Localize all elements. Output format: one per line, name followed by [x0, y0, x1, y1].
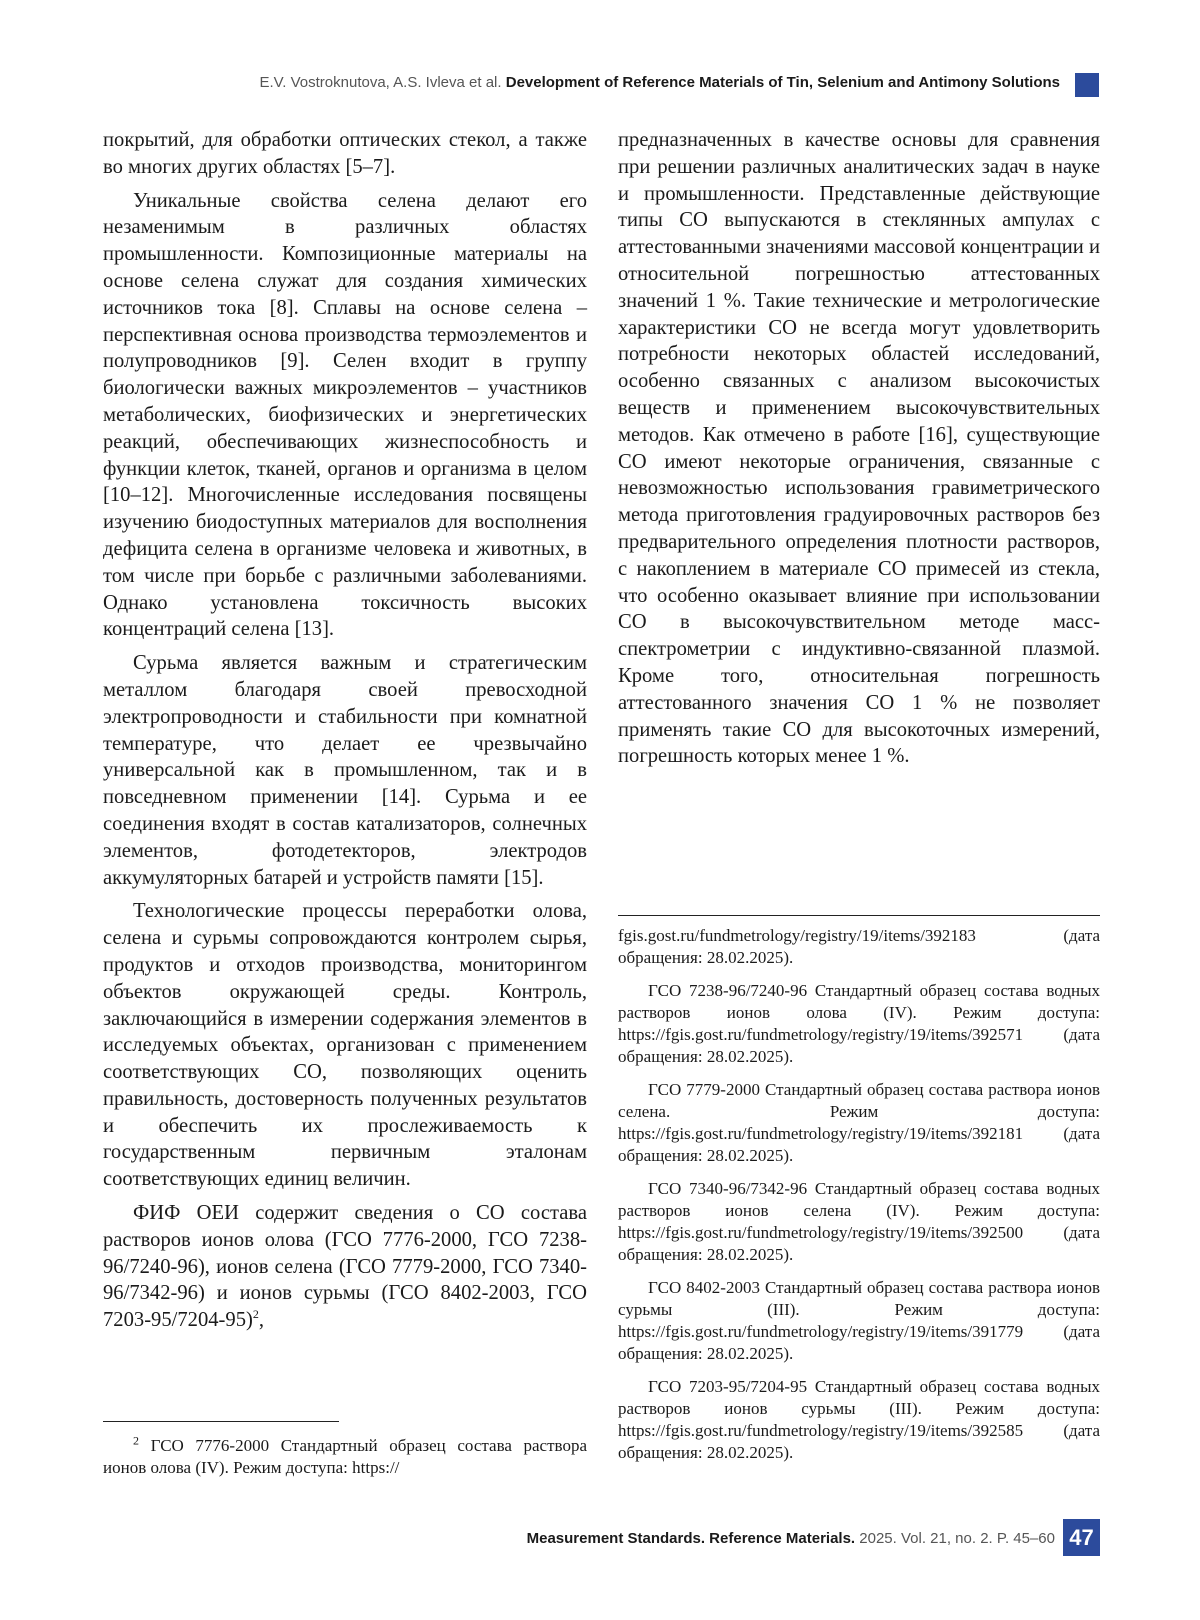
footnote: ГСО 7238-96/7240-96 Стандартный образец состава водных растворов ионов олова (IV). Режим доступа: https://fgis.gost.ru/fundmetrology/registry/19/items/392571 (дата обращения: 28.02.2025).: [618, 981, 1100, 1066]
paragraph-text: ФИФ ОЕИ содержит сведения о СО состава растворов ионов олова (ГСО 7776-2000, ГСО 7238-96/7240-96), ионов селена (ГСО 7779-2000, ГСО 7340-96/7342-96) и ионов сурьмы (ГСО 8402-2003, ГСО 7203-95/7204-95): [103, 1202, 587, 1332]
paragraph: Сурьма является важным и стратегическим металлом благодаря своей превосходной электропроводности и стабильности при комнатной температуре, что делает ее чрезвычайно универсальной как в промышленном, так и в повседневном применении [14]. Сурьма и ее соединения входят в состав катализаторов, солнечных элементов, фотодетекторов, электродов аккумуляторных батарей и устройств памяти [15].: [103, 652, 587, 889]
header-title: Development of Reference Materials of Tin, Selenium and Antimony Solutions: [505, 74, 1060, 91]
footnote: ГСО 7340-96/7342-96 Стандартный образец состава водных растворов ионов селена (IV). Режим доступа: https://fgis.gost.ru/fundmetrology/registry/19/items/392500 (дата обращения: 28.02.2025).: [618, 1179, 1100, 1264]
page-number: 47: [1063, 1519, 1100, 1556]
footnote-continuation: fgis.gost.ru/fundmetrology/registry/19/items/392183 (дата обращения: 28.02.2025).: [618, 926, 1100, 967]
footnotes-right: [618, 925, 1100, 1464]
paragraph: предназначенных в качестве основы для сравнения при решении различных аналитических задач в науке и промышленности. Представленные действующие типы СО выпускаются в стеклянных ампулах с аттестованными значениями массовой концентрации и относительной погрешностью аттестованных значений 1 %. Такие технические и метрологические характеристики СО не всегда могут удовлетворить потребности некоторых областей исследований, особенно связанных с анализом высокочистых веществ и применением высокочувствительных методов. Как отмечено в работе [16], существующие СО имеют некоторые ограничения, связанные с невозможностью использования гравиметрического метода приготовления градуировочных растворов без предварительного определения плотности растворов, с накоплением в материале СО примесей из стекла, что особенно оказывает влияние при использовании СО в высокочувствительном методе масс-спектрометрии с индуктивно-связанной плазмой. Кроме того, относительная погрешность аттестованного значения СО 1 % не позволяет применять такие СО для высокоточных измерений, погрешность которых менее 1 %.: [618, 129, 1100, 768]
paragraph: Технологические процессы переработки олова, селена и сурьмы сопровождаются контролем сырья, продуктов и отходов производства, мониторингом объектов окружающей среды. Контроль, заключающийся в измерении содержания элементов в исследуемых объектах, организован с применением соответствующих СО, позволяющих оценить правильность, достоверность полученных результатов и обеспечить их прослеживаемость к государственным первичным эталонам соответствующих единиц величин.: [103, 900, 587, 1191]
footnote-divider: [618, 915, 1100, 916]
footnote: ГСО 8402-2003 Стандартный образец состава раствора ионов сурьмы (III). Режим доступа: https://fgis.gost.ru/fundmetrology/registry/19/items/391779 (дата обращения: 28.02.2025).: [618, 1278, 1100, 1363]
header-accent-square: [1075, 73, 1099, 97]
running-header: [100, 74, 1060, 91]
paragraph: Уникальные свойства селена делают его незаменимым в различных областях промышленности. Композиционные материалы на основе селена служат для создания химических источников тока [8]. Сплавы на основе селена – перспективная основа производства термоэлементов и полупроводников [9]. Селен входит в группу биологически важных микроэлементов – участников метаболических, биофизических и энергетических реакций, обеспечивающих жизнеспособность и функции клеток, тканей, органов и организма в целом [10–12]. Многочисленные исследования посвящены изучению биодоступных материалов для восполнения дефицита селена в организме человека и животных, в том числе при борьбе с различными заболеваниями. Однако установлена токсичность высоких концентраций селена [13].: [103, 189, 587, 641]
footnotes-left: [103, 1435, 587, 1479]
paragraph: [103, 1200, 587, 1334]
right-column: [618, 127, 1100, 770]
paragraph: покрытий, для обработки оптических стекол, а также во многих других областях [5–7].: [103, 129, 587, 178]
footnote-text: ГСО 7776-2000 Стандартный образец состава раствора ионов олова (IV). Режим доступа: https://: [103, 1436, 587, 1477]
header-authors: E.V. Vostroknutova, A.S. Ivleva et al.: [259, 74, 502, 91]
paragraph-tail: ,: [258, 1309, 265, 1332]
footnote-mark: 2: [133, 1433, 139, 1448]
running-footer: [527, 1530, 1055, 1547]
footnote-divider: [103, 1421, 339, 1422]
footer-journal: Measurement Standards. Reference Materials.: [526, 1530, 856, 1547]
footer-citation: 2025. Vol. 21, no. 2. P. 45–60: [859, 1530, 1055, 1547]
left-column: [103, 127, 587, 1334]
footnote-ref[interactable]: 2: [252, 1307, 259, 1322]
footnote: ГСО 7779-2000 Стандартный образец состава раствора ионов селена. Режим доступа: https://fgis.gost.ru/fundmetrology/registry/19/items/392181 (дата обращения: 28.02.2025).: [618, 1080, 1100, 1165]
footnote: [103, 1435, 587, 1479]
footnote: ГСО 7203-95/7204-95 Стандартный образец состава водных растворов ионов сурьмы (III). Режим доступа: https://fgis.gost.ru/fundmetrology/registry/19/items/392585 (дата обращения: 28.02.2025).: [618, 1377, 1100, 1462]
